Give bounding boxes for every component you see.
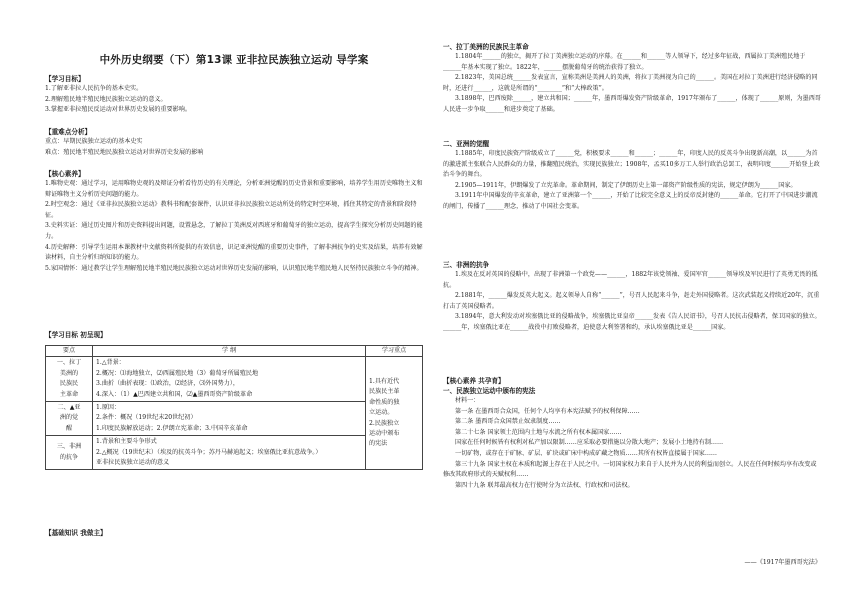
literacy-item: 5.家国情怀：通过教学让学生理解殖民地半殖民地民族独立运动对世界历史发展的影响，认识殖民地半殖民地人民坚持民族独立斗争的精神。 xyxy=(45,264,423,272)
learning-objectives xyxy=(45,74,423,116)
row-outline: 1.△背景： 2.概况：⑴海地独立，⑵西属殖民地（3）葡萄牙所属殖民地 3.曲折（曲折表现：⑴政治，⑵经济，⑶外国势力）， 4.深入：（1）▲巴西建立共和国，⑵▲墨西哥资产阶级革命 xyxy=(93,357,366,402)
section-heading: 一、拉丁美洲的民族民主革命 xyxy=(443,43,529,51)
key-difficult-points xyxy=(45,127,423,158)
overview-table-wrap xyxy=(45,345,423,470)
material-label: 材料一： xyxy=(455,397,480,404)
core-literacy xyxy=(45,169,423,274)
section-paragraph: 3.1894年，意大利发动对埃塞俄比亚的侵略战争，埃塞俄比亚皇帝______发表《告人民诏书》，号召人民抗击侵略者，保卫国家的独立。______年，埃塞俄比亚在______战役中打败侵略者，迫使意大利签署和约，承认埃塞俄比亚是______国家。 xyxy=(443,313,821,331)
basic-knowledge-heading: 【基础知识 我做主】 xyxy=(45,529,107,537)
core-heading: 【核心素养 共孕育】 xyxy=(443,377,505,385)
section-paragraph: 2.1905—1911年，伊朗爆发了立宪革命。革命期间，制定了伊朗历史上第一部资产阶级性质的宪法，规定伊朗为______国家。 xyxy=(455,181,797,189)
core-literacy-block xyxy=(443,376,821,491)
section-paragraph: 2.1881年，______爆发反英大起义。起义领导人自称“______”，号召人民起来斗争，赶走外国侵略者。这次武装起义持续近20年，沉重打击了英国侵略者。 xyxy=(443,292,820,310)
row-key: 三、非洲 的抗争 xyxy=(46,436,93,470)
row-outline: 1.背景和主要斗争形式 2.△概况（19世纪末）（埃及的抗英斗争；苏丹马赫迪起义；埃塞俄比亚抗意战争。） 亚非拉民族独立运动的意义 xyxy=(93,436,366,470)
row-key: 一、拉丁 美洲的 民族民 主革命 xyxy=(46,357,93,402)
overview-heading-block xyxy=(45,330,423,340)
header-outline: 学 纲 xyxy=(93,346,366,357)
constitution-article: 第三十九条 国家主权在本质和起源上存在于人民之中。一切国家权力来自于人民并为人民的利益而创立。人民在任何时候均享有改变或修改其政府形式的天赋权利…… xyxy=(443,460,817,479)
section-heading: 二、亚洲的觉醒 xyxy=(443,140,490,148)
section-asia xyxy=(443,139,821,213)
objective-item: 1.了解亚非拉人民抗争的基本史实。 xyxy=(45,85,143,92)
constitution-article: 第二十七条 国家领土范围内土地与水流之所有权本属国家…… xyxy=(455,428,622,436)
section-paragraph: 3.1911年中国爆发的辛亥革命，建立了亚洲第一个______，开始了比较完全意义上的反帝反封建的______革命。它打开了中国进步潮流的闸门，传播了______理念，推动了中国社会变革。 xyxy=(443,192,818,210)
table-row xyxy=(46,357,423,402)
constitution-article: 第一条 在墨西哥合众国，任何个人均享有本宪法赋予的权利保障…… xyxy=(455,407,640,415)
key-point-item: 难点：殖民地半殖民地民族独立运动对世界历史发展的影响 xyxy=(45,148,204,156)
literacy-item: 1.唯物史观：通过学习，运用唯物史观的及辩证分析看待历史的有关理论，分析亚洲觉醒的历史背景和重要影响，培养学生用历史唯物主义和辩证唯物主义分析历史问题的能力。 xyxy=(45,180,423,198)
row-key: 二、▲亚 洲的觉 醒 xyxy=(46,402,93,436)
page-title: 中外历史纲要（下）第13课 亚非拉民族独立运动 导学案 xyxy=(99,54,369,66)
constitution-article: 国家在任何时候皆有权利对私产加以限制……应采取必要措施以分散大地产；发展小土地持有制…… xyxy=(455,439,724,447)
section-paragraph: 1.埃及在反对英国的侵略中，出现了非洲第一个政党——______，1882年该党领袖、爱国军官______领导埃及军民进行了英勇无畏的抵抗。 xyxy=(443,271,818,289)
focus-summary: 1.具有近代 民族民主革 命性质的独 立运动。 2.民族独立 运动中颁布 的宪法 xyxy=(366,357,423,470)
constitution-article: 第二条 墨西哥合众国禁止奴隶制度…… xyxy=(455,418,561,426)
header-focus: 学习重点 xyxy=(366,346,423,357)
overview-table xyxy=(45,345,423,470)
core-subheading: 一、民族独立运动中颁布的宪法 xyxy=(443,387,536,395)
literacy-item: 2.时空观念：通过《亚非拉民族独立运动》教科书和配套课件，认识亚非拉民族独立运动所处的特定时空环境，抓住其特定的背景和阶段特征。 xyxy=(45,201,417,219)
overview-heading: 【学习目标 初呈现】 xyxy=(45,331,107,339)
constitution-article: 第四十九条 联邦最高权力在行使时分为立法权、行政权和司法权。 xyxy=(455,481,634,489)
objective-item: 2.理解殖民地半殖民地民族独立运动的意义。 xyxy=(45,95,167,103)
literacy-heading: 【核心素养】 xyxy=(45,170,85,178)
key-points-heading: 【重难点分析】 xyxy=(45,128,92,136)
objectives-heading: 【学习目标】 xyxy=(45,75,85,83)
table-header-row xyxy=(46,346,423,357)
literacy-item: 3.史料实证：通过历史图片和历史资料提出问题，设置悬念，了解拉丁美洲反对西班牙和葡萄牙的独立运动，提高学生探究分析历史问题的能力。 xyxy=(45,222,423,240)
header-key: 要点 xyxy=(46,346,93,357)
section-paragraph: 3.1898年，巴西废除______，建立共和国；______年，墨西哥爆发资产阶级革命，1917年颁布了______，体现了______原则，为墨西哥人民进一步争取______和进步奠定了基础。 xyxy=(443,95,821,113)
material-source: ——《1917年墨西哥宪法》 xyxy=(744,559,821,566)
key-point-item: 重点：早期民族独立运动的基本史实 xyxy=(45,138,143,145)
section-heading: 三、非洲的抗争 xyxy=(443,261,490,269)
literacy-item: 4.历史解释：引导学生运用本课教材中文献资料所提供的有效信息，识记亚洲觉醒的重要历史事件，了解非洲抗争的史实及结果，培养有效解读材料，自主分析归纳知识的能力。 xyxy=(45,243,423,262)
row-outline: 1.原因： 2.条件：概况（19世纪末20世纪初） 1.印度民族解放运动；2.伊朗立宪革命；3.中国辛亥革命 xyxy=(93,402,366,436)
section-latin-america xyxy=(443,42,821,116)
section-paragraph: 2.1823年，美国总统______发表宣言，宣称美洲是美洲人的美洲，将拉丁美洲视为自己的______。美国在对拉丁美洲进行经济侵略的同时，还进行______，这就是所谓的“________”和“大棒政策”。 xyxy=(443,74,818,92)
section-paragraph: 1.1885年，印度民族资产阶级成立了______党，积极要求______和______；______年，印度人民的反英斗争出现新高潮，以______为首的激进派主张联合人民群众的力量，推翻殖民统治，实现民族独立；1908年，孟买10多万工人举行政治总罢工，表明印度______开始登上政治斗争的舞台。 xyxy=(443,150,820,179)
section-paragraph: 1.1804年______的独立，揭开了拉丁美洲独立运动的序幕。在______和______等人领导下，经过多年征战，西属拉丁美洲殖民地于______年基本实现了独立。1822年，______摆脱葡萄牙的统治获得了独立。 xyxy=(443,53,806,71)
section-africa xyxy=(443,260,821,334)
objective-item: 3.掌握亚非拉殖民反运动对世界历史发展的重要影响。 xyxy=(45,106,191,114)
basic-knowledge-heading-block xyxy=(45,528,423,538)
constitution-article: 一切矿物，或存在于矿脉、矿层、矿块或矿床中构成矿藏之物质……其所有权皆直接属于国家…… xyxy=(455,449,718,457)
